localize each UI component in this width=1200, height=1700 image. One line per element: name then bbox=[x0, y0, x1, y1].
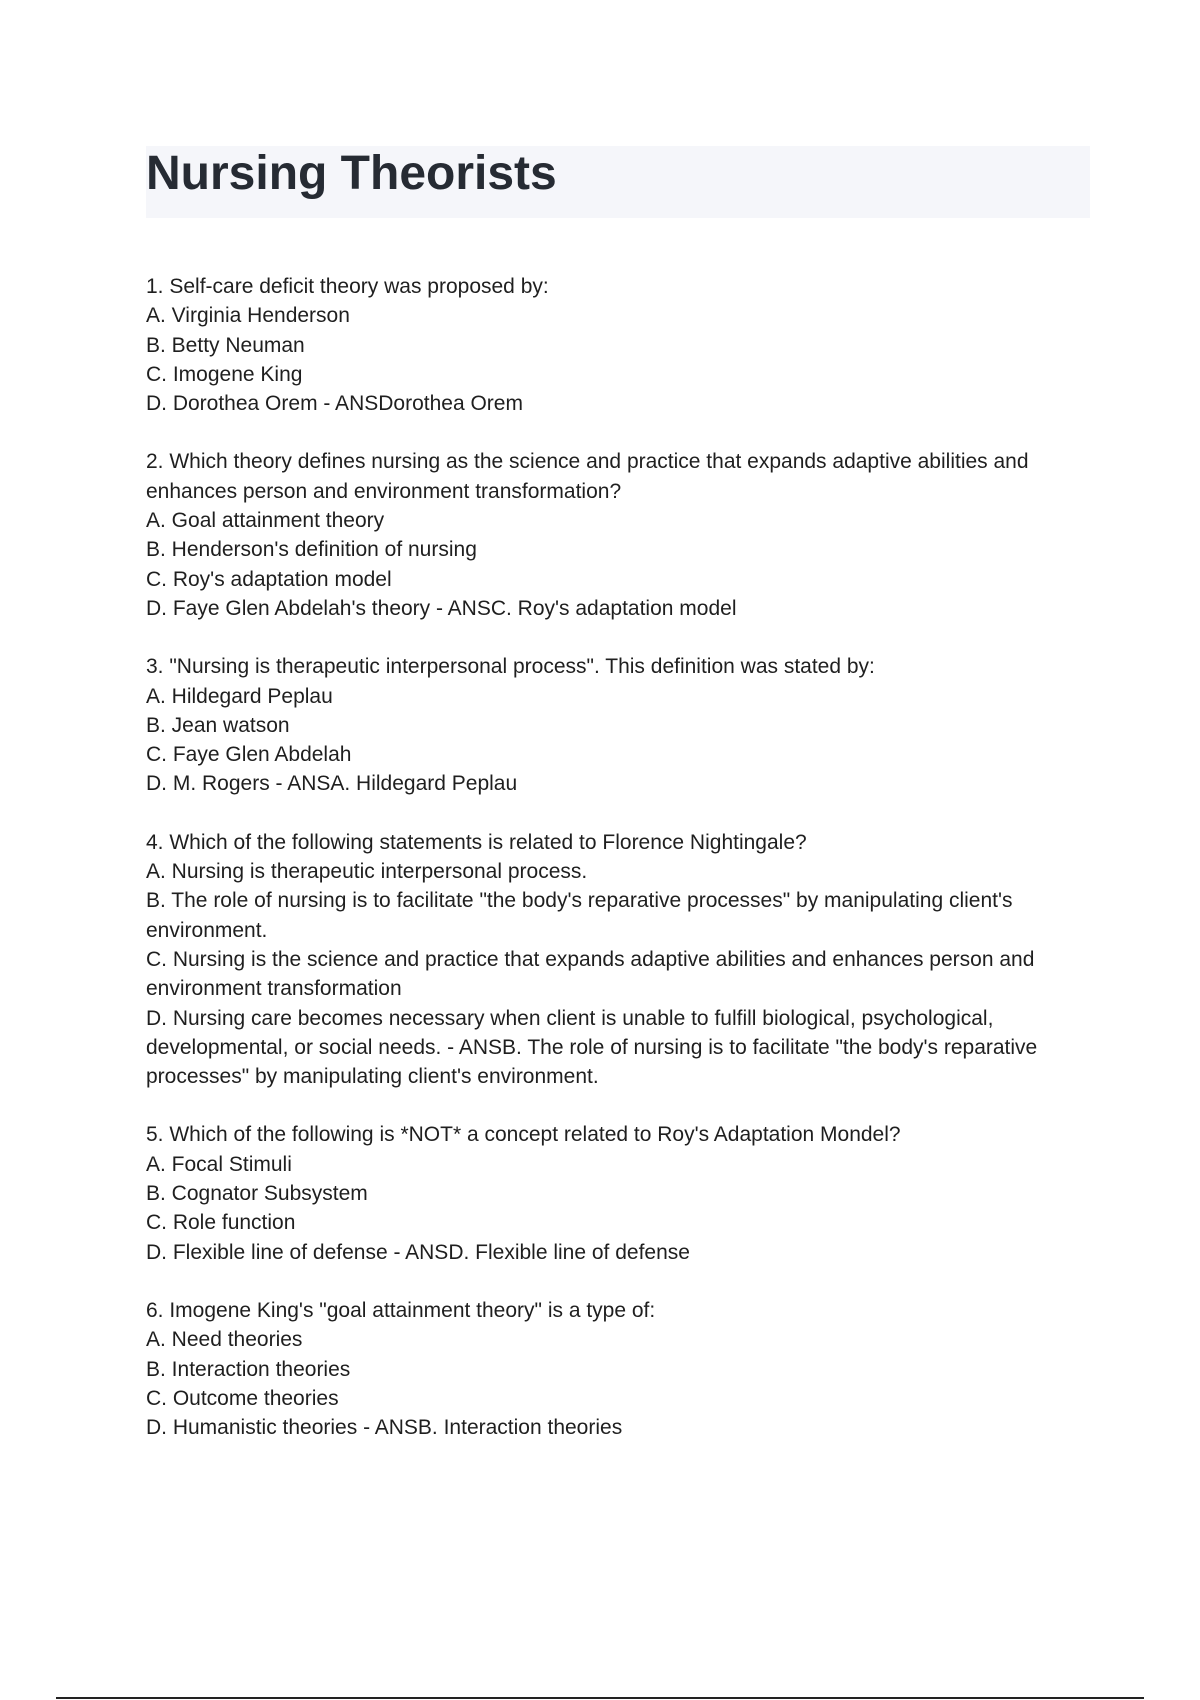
answer-option-d: D. Flexible line of defense - ANSD. Flexible line of defense bbox=[146, 1240, 690, 1264]
answer-option-b: B. Henderson's definition of nursing bbox=[146, 538, 477, 562]
question-5 bbox=[146, 1120, 1096, 1266]
answer-option-d: D. Faye Glen Abdelah's theory - ANSC. Roy's adaptation model bbox=[146, 596, 737, 620]
answer-option-b: B. The role of nursing is to facilitate "the body's reparative processes" by manipulating client's environment. bbox=[146, 889, 1013, 942]
answer-option-d: D. Humanistic theories - ANSB. Interaction theories bbox=[146, 1416, 623, 1440]
page-bottom-rule bbox=[56, 1697, 1144, 1699]
answer-option-c: C. Faye Glen Abdelah bbox=[146, 743, 352, 767]
question-prompt: 3. "Nursing is therapeutic interpersonal process". This definition was stated by: bbox=[146, 655, 875, 679]
question-prompt: 5. Which of the following is *NOT* a concept related to Roy's Adaptation Mondel? bbox=[146, 1123, 901, 1147]
answer-option-a: A. Focal Stimuli bbox=[146, 1152, 292, 1176]
question-prompt: 6. Imogene King's "goal attainment theory" is a type of: bbox=[146, 1298, 656, 1322]
answer-option-c: C. Imogene King bbox=[146, 362, 303, 386]
answer-option-b: B. Cognator Subsystem bbox=[146, 1182, 368, 1206]
answer-option-d: D. M. Rogers - ANSA. Hildegard Peplau bbox=[146, 772, 518, 796]
question-4 bbox=[146, 828, 1096, 1092]
question-6 bbox=[146, 1296, 1096, 1442]
title-banner bbox=[146, 146, 1090, 218]
question-prompt: 4. Which of the following statements is related to Florence Nightingale? bbox=[146, 830, 807, 854]
answer-option-d: D. Nursing care becomes necessary when client is unable to fulfill biological, psychological, developmental, or social needs. - ANSB. The role of nursing is to facilitate "the body's reparative processes" by manipulating client's environment. bbox=[146, 1006, 1038, 1089]
answer-option-c: C. Role function bbox=[146, 1211, 296, 1235]
answer-option-a: A. Need theories bbox=[146, 1328, 303, 1352]
answer-option-b: B. Jean watson bbox=[146, 713, 290, 737]
answer-option-a: A. Virginia Henderson bbox=[146, 304, 350, 328]
answer-option-c: C. Nursing is the science and practice that expands adaptive abilities and enhances person and environment transformation bbox=[146, 947, 1035, 1001]
question-2 bbox=[146, 447, 1096, 623]
answer-option-b: B. Betty Neuman bbox=[146, 333, 305, 357]
answer-option-a: A. Goal attainment theory bbox=[146, 509, 385, 533]
answer-option-d: D. Dorothea Orem - ANSDorothea Orem bbox=[146, 392, 523, 416]
question-3 bbox=[146, 652, 1096, 798]
question-prompt: 2. Which theory defines nursing as the science and practice that expands adaptive abilities and enhances person and environment transformation? bbox=[146, 450, 1029, 503]
answer-option-a: A. Nursing is therapeutic interpersonal process. bbox=[146, 860, 588, 884]
answer-option-c: C. Outcome theories bbox=[146, 1386, 339, 1410]
question-list bbox=[146, 272, 1096, 1471]
question-prompt: 1. Self-care deficit theory was proposed by: bbox=[146, 275, 549, 298]
answer-option-a: A. Hildegard Peplau bbox=[146, 684, 333, 708]
page-title: Nursing Theorists bbox=[146, 147, 557, 200]
answer-option-c: C. Roy's adaptation model bbox=[146, 567, 392, 591]
question-1 bbox=[146, 272, 1096, 418]
answer-option-b: B. Interaction theories bbox=[146, 1357, 351, 1381]
